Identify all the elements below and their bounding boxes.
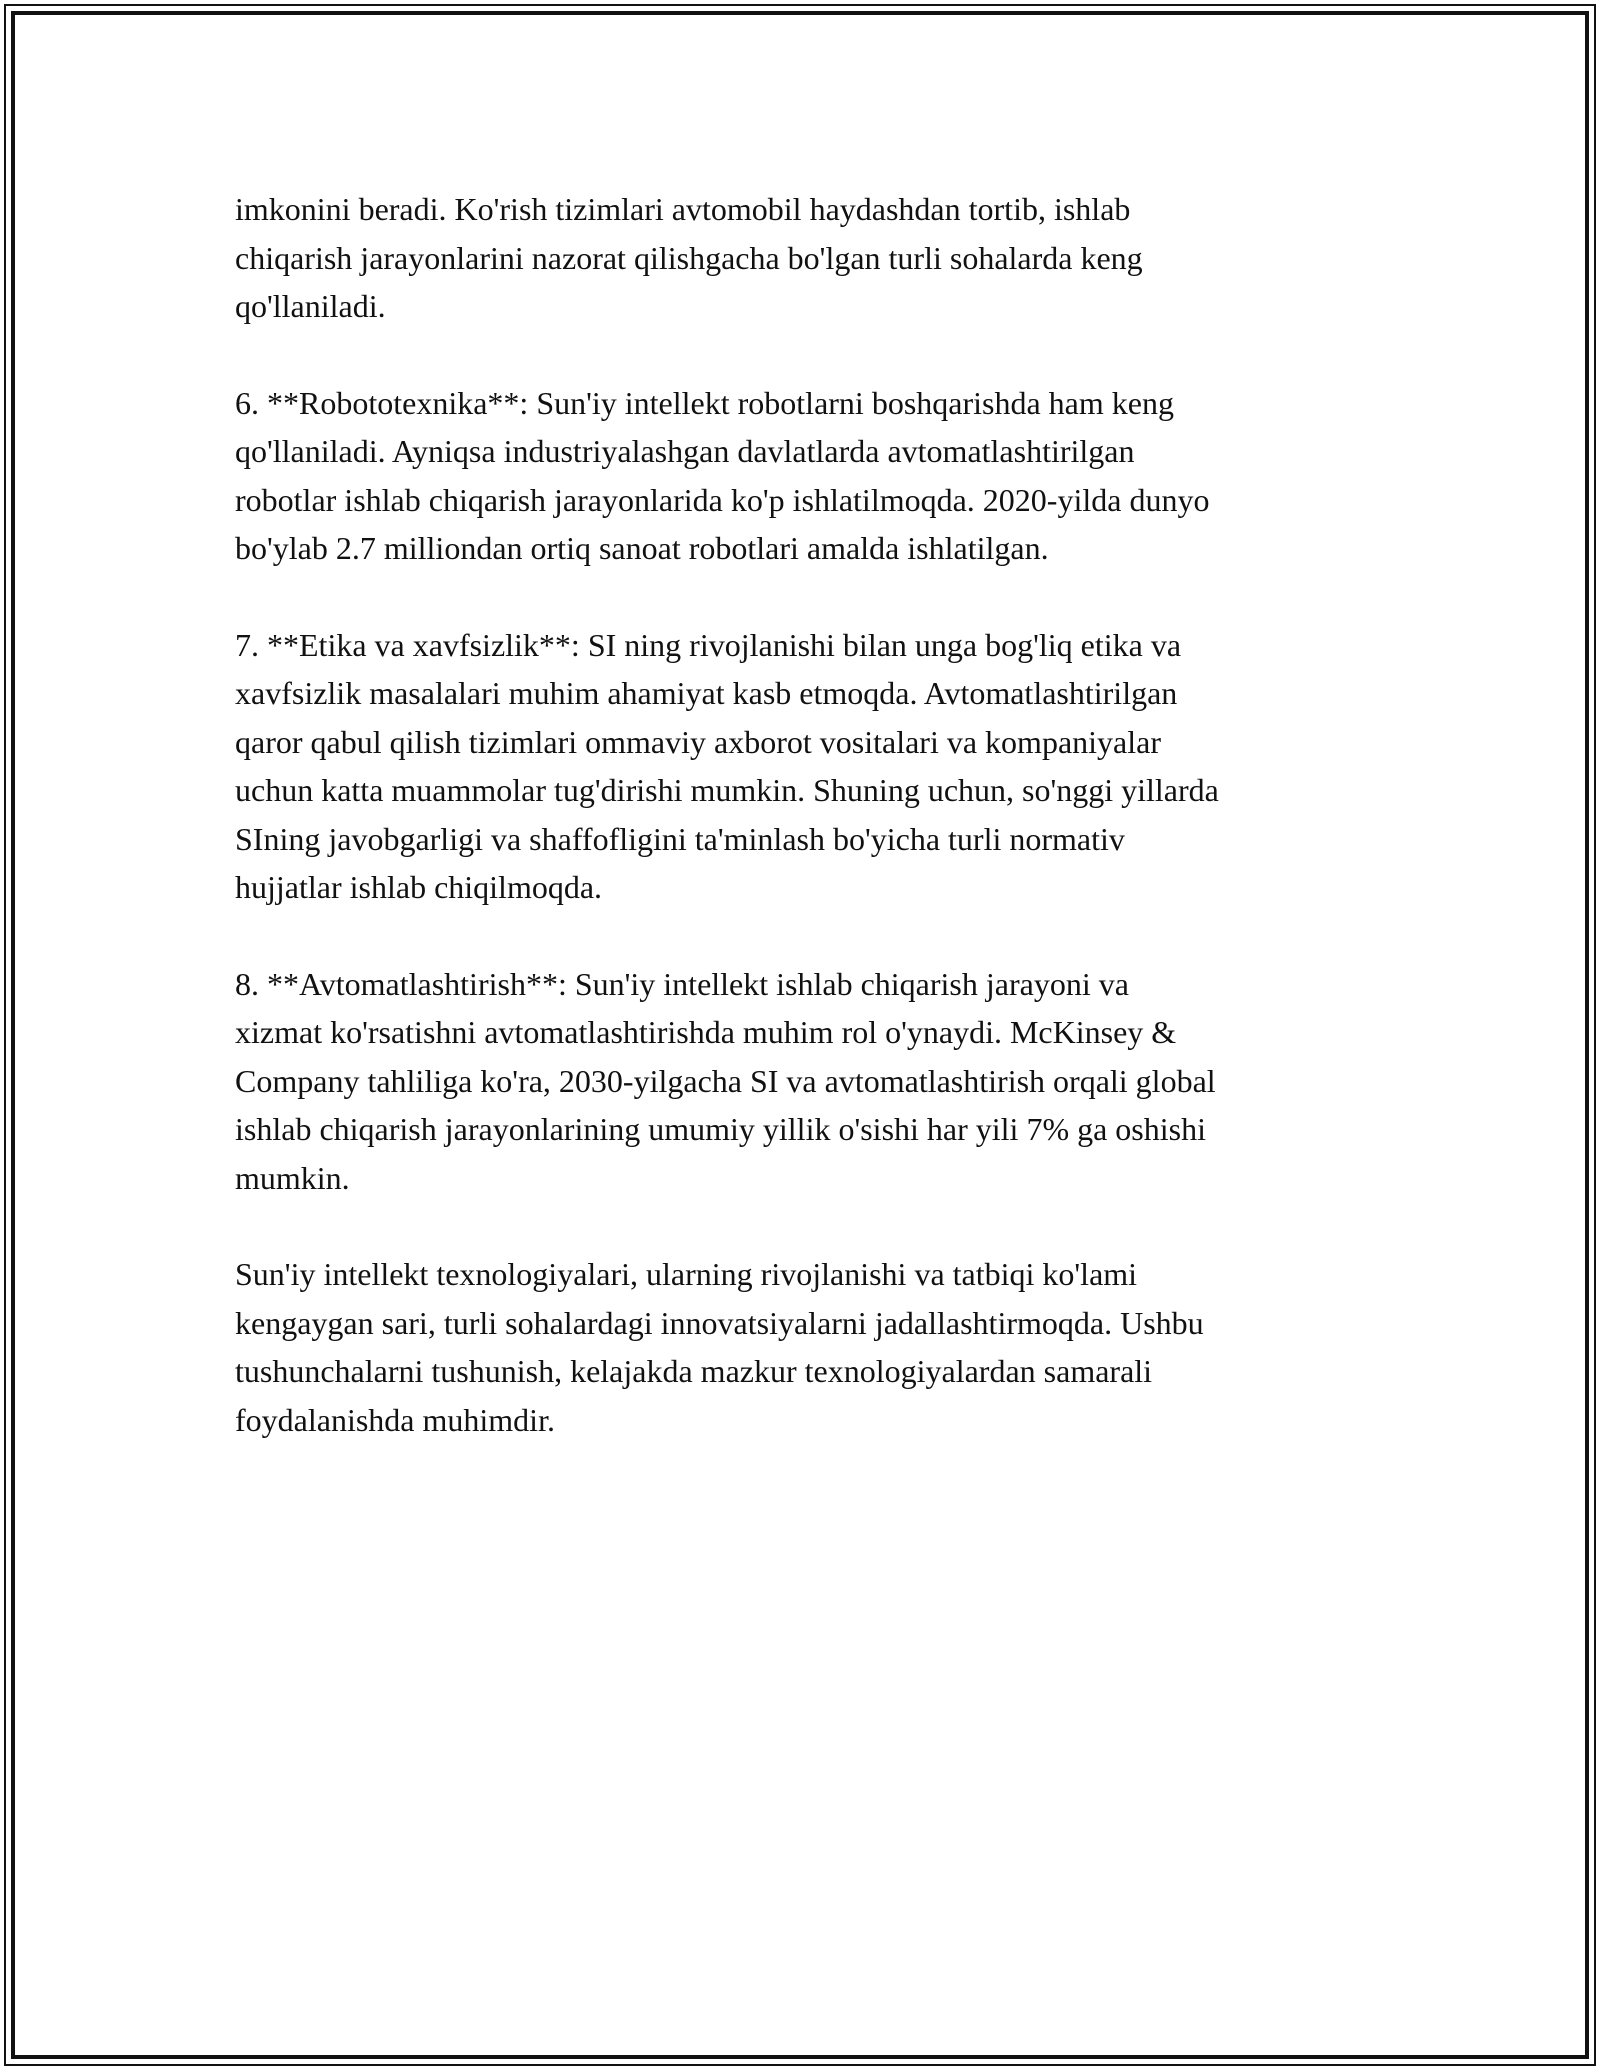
paragraph-robotics: 6. **Robototexnika**: Sun'iy intellekt robotlarni boshqarishda ham keng qo'llaniladi. Ayniqsa industriyalashgan davlatlarda avtomatlashtirilgan robotlar ishlab chiqarish jarayonlarida ko'p ishlatilmoqda. 2020-yilda dunyo bo'ylab 2.7 milliondan ortiq sanoat robotlari amalda ishlatilgan. (235, 384, 1210, 566)
paragraph-conclusion: Sun'iy intellekt texnologiyalari, ularning rivojlanishi va tatbiqi ko'lami kengaygan sari, turli sohalardagi innovatsiyalarni jadallashtirmoqda. Ushbu tushunchalarni tushunish, kelajakda mazkur texnologiyalardan samarali foydalanishda muhimdir. (235, 1256, 1204, 1438)
paragraph-automation: 8. **Avtomatlashtirish**: Sun'iy intellekt ishlab chiqarish jarayoni va xizmat ko'rsatishni avtomatlashtirishda muhim rol o'ynaydi. McKinsey & Company tahliliga ko'ra, 2030-yilgacha SI va avtomatlashtirish orqali global ishlab chiqarish jarayonlarining umumiy yillik o'sishi har yili 7% ga oshishi mumkin. (235, 965, 1216, 1196)
paragraph-vision-continued: imkonini beradi. Ko'rish tizimlari avtomobil haydashdan tortib, ishlab chiqarish jarayonlarini nazorat qilishgacha bo'lgan turli sohalarda keng qo'llaniladi. (235, 191, 1143, 324)
paragraph-ethics-safety: 7. **Etika va xavfsizlik**: SI ning rivojlanishi bilan unga bog'liq etika va xavfsizlik masalalari muhim ahamiyat kasb etmoqda. Avtomatlashtirilgan qaror qabul qilish tizimlari ommaviy axborot vositalari va kompaniyalar uchun katta muammolar tug'dirishi mumkin. Shuning uchun, so'nggi yillarda SIning javobgarligi va shaffofligini ta'minlash bo'yicha turli normativ hujjatlar ishlab chiqilmoqda. (235, 626, 1219, 905)
document-body (235, 185, 1385, 1492)
